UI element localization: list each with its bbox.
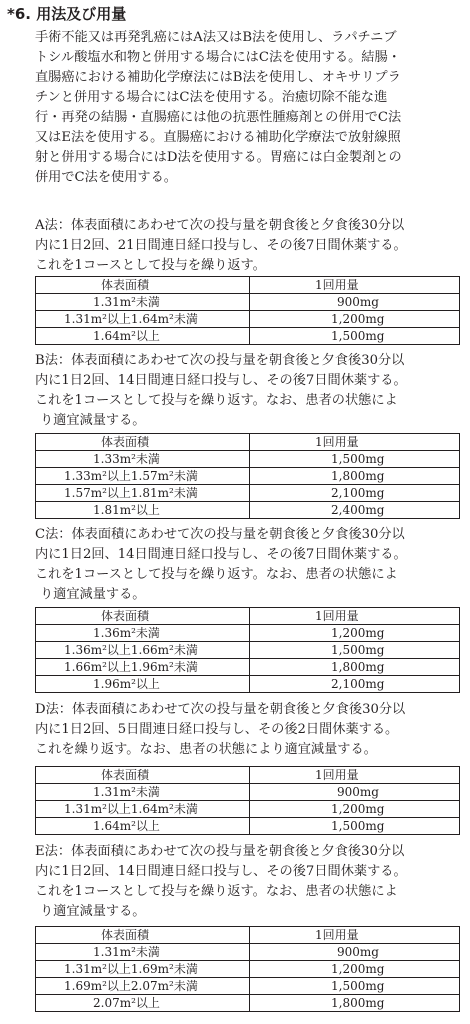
method-e-paragraph: [35, 842, 460, 922]
table-row: [36, 961, 460, 978]
table-row: [36, 328, 460, 345]
bsa-cell: 1.64m²以上: [93, 819, 160, 833]
dose-cell: 2,400mg: [331, 503, 385, 517]
dose-cell: 900mg: [337, 295, 379, 309]
column-header-dose: 1回用量: [315, 928, 359, 942]
method-b-table: [35, 433, 460, 519]
table-row: [36, 294, 460, 311]
bsa-cell: 1.69m²以上2.07m²未満: [64, 979, 198, 993]
bsa-cell: 1.31m²以上1.64m²未満: [64, 802, 198, 816]
column-header-dose: 1回用量: [315, 768, 359, 782]
method-c-line: り適宜減量する。: [40, 587, 146, 602]
dose-cell: 1,800mg: [331, 469, 385, 483]
column-header-bsa: 体表面積: [101, 928, 150, 942]
dose-cell: 900mg: [337, 945, 379, 959]
table-row: [36, 502, 460, 519]
table-row: [36, 978, 460, 995]
bsa-cell: 1.36m²未満: [93, 626, 160, 640]
table-row: [36, 468, 460, 485]
table-row: [36, 485, 460, 502]
table-row: [36, 642, 460, 659]
table-row: [36, 995, 460, 1012]
method-e-line: これを1コースとして投与を繰り返す。なお、患者の状態によ: [35, 884, 398, 899]
method-a-line: A法：体表面積にあわせて次の投与量を朝食後と夕食後30分以: [35, 218, 405, 233]
intro-line: 直腸癌における補助化学療法にはB法を使用し、オキサリプラ: [35, 70, 401, 85]
method-d-table: [35, 766, 460, 835]
bsa-cell: 1.64m²以上: [93, 329, 160, 343]
dose-cell: 1,500mg: [331, 819, 385, 833]
method-d-line: D法：体表面積にあわせて次の投与量を朝食後と夕食後30分以: [35, 702, 406, 717]
table-row: [36, 625, 460, 642]
method-b-paragraph: [35, 351, 460, 431]
method-e-line: E法：体表面積にあわせて次の投与量を朝食後と夕食後30分以: [35, 844, 405, 859]
table-row: [36, 311, 460, 328]
intro-line: 射と併用する場合にはD法を使用する。胃癌には白金製剤との: [35, 150, 402, 165]
column-header-dose: 1回用量: [315, 435, 359, 449]
method-c-table: [35, 607, 460, 693]
method-c-line: C法：体表面積にあわせて次の投与量を朝食後と夕食後30分以: [35, 527, 405, 542]
table-row: [36, 659, 460, 676]
table-header-row: [36, 434, 460, 451]
bsa-cell: 2.07m²以上: [93, 996, 160, 1010]
method-b-line: これを1コースとして投与を繰り返す。なお、患者の状態によ: [35, 393, 398, 408]
bsa-cell: 1.33m²未満: [93, 452, 160, 466]
table-header-row: [36, 608, 460, 625]
bsa-cell: 1.36m²以上1.66m²未満: [64, 643, 198, 657]
dose-cell: 1,200mg: [331, 626, 385, 640]
intro-line: 又はE法を使用する。直腸癌における補助化学療法で放射線照: [35, 130, 401, 145]
intro-line: トシル酸塩水和物と併用する場合にはC法を使用する。結腸・: [35, 50, 401, 65]
method-d-line: これを繰り返す。なお、患者の状態により適宜減量する。: [35, 742, 377, 757]
section-heading: *6. 用法及び用量: [7, 5, 127, 23]
method-b-line: 内に1日2回、14日間連日経口投与し、その後7日間休薬する。: [35, 373, 407, 388]
dose-cell: 1,500mg: [331, 979, 385, 993]
column-header-dose: 1回用量: [315, 278, 359, 292]
method-a-line: 内に1日2回、21日間連日経口投与し、その後7日間休薬する。: [35, 238, 407, 253]
column-header-bsa: 体表面積: [101, 609, 150, 623]
column-header-dose: 1回用量: [315, 609, 359, 623]
table-row: [36, 784, 460, 801]
bsa-cell: 1.57m²以上1.81m²未満: [64, 486, 198, 500]
method-a-table: [35, 276, 460, 345]
table-header-row: [36, 277, 460, 294]
dose-cell: 1,200mg: [331, 312, 385, 326]
bsa-cell: 1.31m²以上1.69m²未満: [64, 962, 198, 976]
bsa-cell: 1.31m²以上1.64m²未満: [64, 312, 198, 326]
bsa-cell: 1.33m²以上1.57m²未満: [64, 469, 198, 483]
method-c-line: 内に1日2回、14日間連日経口投与し、その後7日間休薬する。: [35, 547, 407, 562]
method-c-paragraph: [35, 525, 460, 605]
intro-line: 行・再発の結腸・直腸癌には他の抗悪性腫瘍剤との併用でC法: [35, 110, 402, 125]
method-b-line: B法：体表面積にあわせて次の投与量を朝食後と夕食後30分以: [35, 353, 405, 368]
method-e-line: 内に1日2回、14日間連日経口投与し、その後7日間休薬する。: [35, 864, 407, 879]
dose-cell: 1,500mg: [331, 643, 385, 657]
table-row: [36, 676, 460, 693]
bsa-cell: 1.81m²以上: [93, 503, 160, 517]
dose-cell: 1,800mg: [331, 660, 385, 674]
dose-cell: 1,800mg: [331, 996, 385, 1010]
intro-paragraph: [35, 28, 460, 188]
bsa-cell: 1.31m²未満: [93, 945, 160, 959]
dose-cell: 1,500mg: [331, 329, 385, 343]
method-d-paragraph: [35, 700, 460, 760]
bsa-cell: 1.96m²以上: [93, 677, 160, 691]
method-d-line: 内に1日2回、5日間連日経口投与し、その後2日間休薬する。: [35, 722, 399, 737]
table-row: [36, 818, 460, 835]
dose-cell: 900mg: [337, 785, 379, 799]
column-header-bsa: 体表面積: [101, 768, 150, 782]
method-a-line: これを1コースとして投与を繰り返す。: [35, 258, 266, 273]
dose-cell: 1,500mg: [331, 452, 385, 466]
method-a-paragraph: [35, 216, 460, 276]
bsa-cell: 1.66m²以上1.96m²未満: [64, 660, 198, 674]
method-c-line: これを1コースとして投与を繰り返す。なお、患者の状態によ: [35, 567, 398, 582]
intro-line: 手術不能又は再発乳癌にはA法又はB法を使用し、ラパチニブ: [35, 30, 397, 45]
table-row: [36, 451, 460, 468]
column-header-bsa: 体表面積: [101, 278, 150, 292]
column-header-bsa: 体表面積: [101, 435, 150, 449]
method-e-line: り適宜減量する。: [40, 904, 146, 919]
dose-cell: 1,200mg: [331, 802, 385, 816]
bsa-cell: 1.31m²未満: [93, 295, 160, 309]
method-b-line: り適宜減量する。: [40, 413, 146, 428]
dose-cell: 2,100mg: [331, 677, 385, 691]
dose-cell: 1,200mg: [331, 962, 385, 976]
intro-line: 併用でC法を使用する。: [35, 170, 177, 185]
table-row: [36, 944, 460, 961]
dose-cell: 2,100mg: [331, 486, 385, 500]
intro-line: チンと併用する場合にはC法を使用する。治癒切除不能な進: [35, 90, 388, 105]
table-header-row: [36, 927, 460, 944]
table-row: [36, 801, 460, 818]
bsa-cell: 1.31m²未満: [93, 785, 160, 799]
table-header-row: [36, 767, 460, 784]
method-e-table: [35, 926, 460, 1012]
